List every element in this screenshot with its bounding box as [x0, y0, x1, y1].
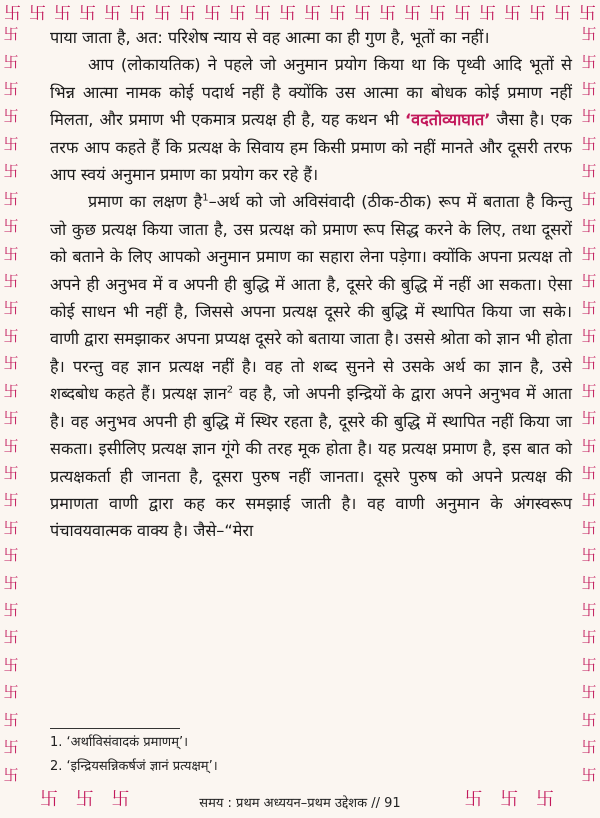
highlighted-term: ‘वदतोव्याघात’ — [405, 110, 491, 130]
swastika-ornament-icon: 卐 — [3, 491, 19, 510]
swastika-ornament-icon: 卐 — [3, 409, 19, 428]
swastika-ornament-icon: 卐 — [3, 299, 19, 318]
swastika-ornament-icon: 卐 — [581, 52, 597, 71]
paragraph-3-text-c: वह है, जो अपनी इन्द्रियों के द्वारा अपने अनुभव में आता है। वह अनुभव अपनी ही बुद्धि में स्थिर रहता है, दूसरे की बुद्धि में स्थापित नहीं किया जा सकता। इसीलिए प्रत्यक्ष ज्ञान गूंगे की तरह मूक होता है। यह प्रत्यक्ष प्रमाण है, इस बात को प्रत्यक्षकर्ता ही जानता है, दूसरा पुरुष नहीं जानता। दूसरे पुरुष को अपने प्रत्यक्ष की प्रमाणता वाणी द्वारा कह कर समझाई जाती है। वह वाणी अनुमान के अंगस्वरूप पंचावयवात्मक वाक्य है। जैसे–“मेरा — [50, 384, 572, 541]
paragraph-3-text-b: –अर्थ को जो अविसंवादी (ठीक-ठीक) रूप में बताता है किन्तु जो कुछ प्रत्यक्ष किया जाता है, उस प्रत्यक्ष को प्रमाण रूप सिद्ध करने के लिए, तथा दूसरों को बताने के लिए आपको अनुमान प्रमाण का सहारा लेना पड़ेगा। क्योंकि अपना प्रत्यक्ष तो अपने ही अनुभव में व अपनी ही बुद्धि में आता है, दूसरे की बुद्धि में नहीं आ सकता। ऐसा कोई साधन भी नहीं है, जिससे अपना प्रत्यक्ष दूसरे की बुद्धि में स्थापित किया जा सके। वाणी द्वारा समझाकर अपना प्रप्यक्ष दूसरे को बताया जाता है। उससे श्रोता को ज्ञान भी होता है। परन्तु वह ज्ञान प्रत्यक्ष नहीं है। वह तो शब्द सुनने से उसके अर्थ का ज्ञान है, उसे शब्दबोध कहते हैं। प्रत्यक्ष ज्ञान — [50, 192, 572, 404]
swastika-ornament-icon: 卐 — [3, 738, 19, 757]
swastika-ornament-icon: 卐 — [529, 3, 546, 22]
swastika-ornament-icon: 卐 — [129, 3, 146, 22]
swastika-ornament-icon: 卐 — [3, 326, 19, 345]
paragraph-2 — [50, 51, 572, 188]
swastika-ornament-icon: 卐 — [254, 3, 271, 22]
swastika-ornament-icon: 卐 — [581, 491, 597, 510]
swastika-ornament-icon: 卐 — [581, 107, 597, 126]
swastika-ornament-icon: 卐 — [581, 518, 597, 537]
right-swastika-border — [578, 20, 600, 788]
swastika-ornament-icon: 卐 — [3, 518, 19, 537]
swastika-ornament-icon: 卐 — [581, 710, 597, 729]
swastika-ornament-icon: 卐 — [3, 52, 19, 71]
swastika-ornament-icon: 卐 — [3, 244, 19, 263]
swastika-ornament-icon: 卐 — [379, 3, 396, 22]
swastika-ornament-icon: 卐 — [354, 3, 371, 22]
swastika-ornament-icon: 卐 — [581, 25, 597, 44]
swastika-ornament-icon: 卐 — [3, 765, 19, 784]
swastika-ornament-icon: 卐 — [3, 25, 19, 44]
swastika-ornament-icon: 卐 — [3, 272, 19, 290]
footnote-1: 1. ‘अर्थाविसंवादकं प्रमाणम्’। — [50, 735, 189, 750]
swastika-ornament-icon: 卐 — [3, 710, 19, 729]
footnotes — [50, 731, 570, 779]
swastika-ornament-icon: 卐 — [581, 354, 597, 373]
swastika-ornament-icon: 卐 — [3, 381, 19, 400]
swastika-ornament-icon: 卐 — [404, 3, 421, 22]
paragraph-2-text-b: जैसा है। एक तरफ आप कहते हैं कि प्रत्यक्ष के सिवाय हम किसी प्रमाण को नहीं मानते और दूसरी तरफ आप स्वयं अनुमान प्रमाण का प्रयोग कर रहे हैं। — [50, 110, 572, 185]
swastika-ornament-icon: 卐 — [204, 3, 221, 22]
swastika-ornament-icon: 卐 — [581, 189, 597, 208]
swastika-ornament-icon: 卐 — [3, 573, 19, 592]
top-swastika-border — [0, 0, 600, 22]
paragraph-3 — [50, 188, 572, 544]
swastika-ornament-icon: 卐 — [3, 80, 19, 99]
footer-ornament-right: 卐 卐 卐 — [464, 789, 560, 810]
swastika-ornament-icon: 卐 — [581, 299, 597, 318]
page-body — [50, 24, 572, 545]
swastika-ornament-icon: 卐 — [581, 436, 597, 455]
swastika-ornament-icon: 卐 — [454, 3, 471, 22]
swastika-ornament-icon: 卐 — [581, 381, 597, 400]
swastika-ornament-icon: 卐 — [581, 738, 597, 757]
swastika-ornament-icon: 卐 — [581, 573, 597, 592]
paragraph-1 — [50, 24, 572, 51]
footnote-2: 2. ‘इन्द्रियसन्निकर्षजं ज्ञानं प्रत्यक्षम्’। — [50, 759, 218, 774]
swastika-ornament-icon: 卐 — [3, 107, 19, 126]
paragraph-3-text-a: प्रमाण का लक्षण है — [88, 192, 203, 212]
swastika-ornament-icon: 卐 — [581, 244, 597, 263]
swastika-ornament-icon: 卐 — [54, 3, 71, 22]
swastika-ornament-icon: 卐 — [154, 3, 171, 22]
swastika-ornament-icon: 卐 — [581, 162, 597, 181]
swastika-ornament-icon: 卐 — [581, 765, 597, 784]
footer-ornament-left: 卐 卐 卐 — [40, 789, 136, 810]
swastika-ornament-icon: 卐 — [229, 3, 246, 22]
swastika-ornament-icon: 卐 — [304, 3, 321, 22]
swastika-ornament-icon: 卐 — [581, 463, 597, 482]
swastika-ornament-icon: 卐 — [3, 655, 19, 674]
swastika-ornament-icon: 卐 — [3, 546, 19, 565]
swastika-ornament-icon: 卐 — [29, 3, 46, 22]
swastika-ornament-icon: 卐 — [3, 354, 19, 373]
swastika-ornament-icon: 卐 — [581, 601, 597, 620]
swastika-ornament-icon: 卐 — [3, 162, 19, 181]
left-swastika-border — [0, 20, 22, 788]
swastika-ornament-icon: 卐 — [104, 3, 121, 22]
swastika-ornament-icon: 卐 — [581, 409, 597, 428]
swastika-ornament-icon: 卐 — [4, 3, 21, 22]
swastika-ornament-icon: 卐 — [429, 3, 446, 22]
swastika-ornament-icon: 卐 — [581, 655, 597, 674]
swastika-ornament-icon: 卐 — [581, 272, 597, 290]
swastika-ornament-icon: 卐 — [581, 326, 597, 345]
paragraph-2-text-a: आप (लोकायतिक) ने पहले जो अनुमान प्रयोग किया था कि पृथ्वी आदि भूतों से भिन्न आत्मा नामक कोई पदार्थ नहीं है क्योंकि उस आत्मा का बोधक कोई प्रमाण नहीं मिलता, और प्रमाण भी एकमात्र प्रत्यक्ष ही है, यह कथन भी — [50, 55, 572, 130]
swastika-ornament-icon: 卐 — [3, 683, 19, 702]
swastika-ornament-icon: 卐 — [79, 3, 96, 22]
swastika-ornament-icon: 卐 — [3, 436, 19, 455]
swastika-ornament-icon: 卐 — [581, 134, 597, 153]
swastika-ornament-icon: 卐 — [581, 683, 597, 702]
swastika-ornament-icon: 卐 — [279, 3, 296, 22]
swastika-ornament-icon: 卐 — [3, 134, 19, 153]
swastika-ornament-icon: 卐 — [581, 628, 597, 647]
swastika-ornament-icon: 卐 — [3, 463, 19, 482]
swastika-ornament-icon: 卐 — [581, 80, 597, 99]
footnote-ref-1: 1 — [202, 193, 209, 205]
swastika-ornament-icon: 卐 — [3, 628, 19, 647]
swastika-ornament-icon: 卐 — [329, 3, 346, 22]
footnote-ref-2: 2 — [226, 384, 234, 396]
paragraph-1-text: पाया जाता है, अत: परिशेष न्याय से वह आत्मा का ही गुण है, भूतों का नहीं। — [50, 28, 490, 47]
swastika-ornament-icon: 卐 — [581, 217, 597, 236]
swastika-ornament-icon: 卐 — [554, 3, 571, 22]
swastika-ornament-icon: 卐 — [3, 217, 19, 236]
swastika-ornament-icon: 卐 — [579, 3, 596, 22]
swastika-ornament-icon: 卐 — [3, 189, 19, 208]
running-footer: समय : प्रथम अध्ययन–प्रथम उद्देशक // 91 — [150, 793, 450, 811]
swastika-ornament-icon: 卐 — [179, 3, 196, 22]
swastika-ornament-icon: 卐 — [581, 546, 597, 565]
swastika-ornament-icon: 卐 — [479, 3, 496, 22]
footnote-divider — [50, 728, 180, 729]
swastika-ornament-icon: 卐 — [3, 601, 19, 620]
swastika-ornament-icon: 卐 — [504, 3, 521, 22]
